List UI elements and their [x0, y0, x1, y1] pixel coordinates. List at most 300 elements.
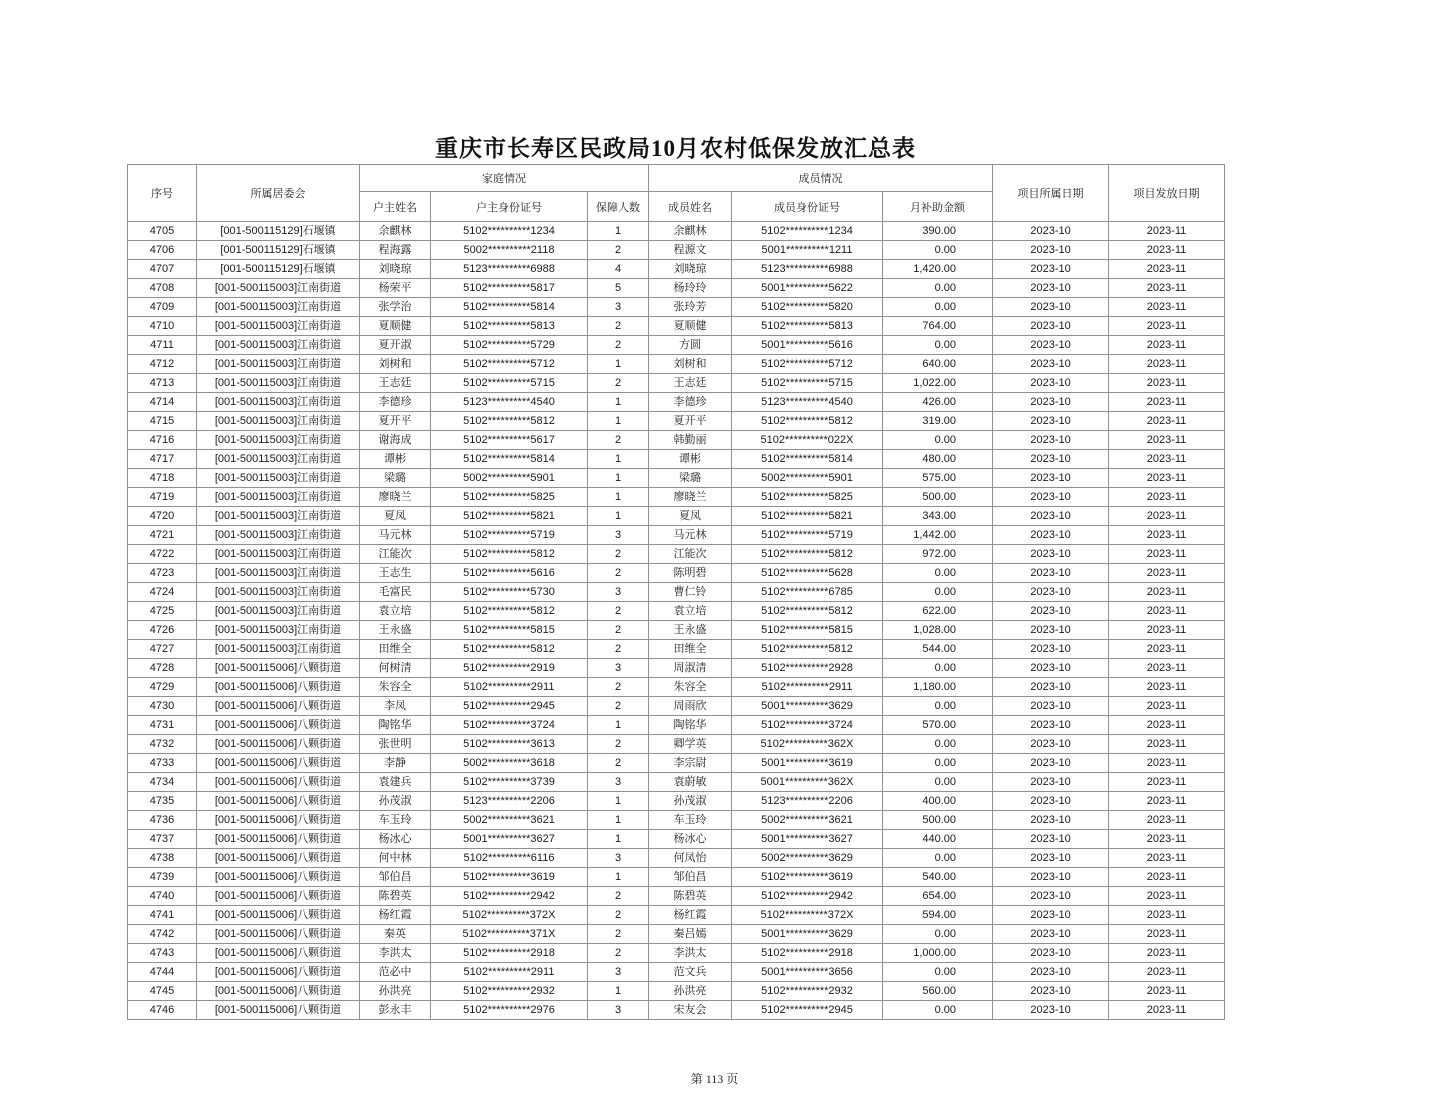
- cell-subsidy-amount: 0.00: [883, 735, 993, 754]
- cell-head-name: 夏顺健: [360, 317, 431, 336]
- table-row: [128, 279, 1225, 298]
- table-row: [128, 830, 1225, 849]
- cell-member-id: 5102**********2918: [732, 944, 883, 963]
- cell-head-id: 5002**********5901: [431, 469, 588, 488]
- cell-head-name: 彭永丰: [360, 1001, 431, 1020]
- cell-period-month: 2023-10: [993, 716, 1109, 735]
- cell-member-name: 李洪太: [649, 944, 732, 963]
- cell-member-name: 朱容全: [649, 678, 732, 697]
- cell-period-month: 2023-10: [993, 393, 1109, 412]
- cell-member-name: 王志廷: [649, 374, 732, 393]
- cell-issue-month: 2023-11: [1109, 754, 1225, 773]
- cell-member-id: 5102**********5820: [732, 298, 883, 317]
- table-row: [128, 583, 1225, 602]
- header-member-name: 成员姓名: [649, 192, 732, 222]
- cell-committee: [001-500115129]石堰镇: [197, 241, 360, 260]
- cell-issue-month: 2023-11: [1109, 925, 1225, 944]
- cell-serial: 4719: [128, 488, 197, 507]
- cell-member-id: 5001**********3629: [732, 697, 883, 716]
- cell-period-month: 2023-10: [993, 963, 1109, 982]
- cell-member-id: 5123**********4540: [732, 393, 883, 412]
- cell-period-month: 2023-10: [993, 849, 1109, 868]
- table-row: [128, 792, 1225, 811]
- cell-member-id: 5102**********5719: [732, 526, 883, 545]
- cell-head-id: 5102**********1234: [431, 222, 588, 241]
- header-committee: 所属居委会: [197, 165, 360, 222]
- header-member-group: 成员情况: [649, 165, 993, 192]
- cell-insured-count: 1: [588, 393, 649, 412]
- cell-committee: [001-500115006]八颗街道: [197, 830, 360, 849]
- cell-insured-count: 2: [588, 944, 649, 963]
- cell-member-name: 周雨欣: [649, 697, 732, 716]
- header-serial: 序号: [128, 165, 197, 222]
- cell-serial: 4746: [128, 1001, 197, 1020]
- table-row: [128, 374, 1225, 393]
- cell-member-id: 5123**********2206: [732, 792, 883, 811]
- cell-head-id: 5123**********6988: [431, 260, 588, 279]
- cell-subsidy-amount: 1,180.00: [883, 678, 993, 697]
- cell-head-name: 秦英: [360, 925, 431, 944]
- cell-head-id: 5102**********5812: [431, 640, 588, 659]
- cell-serial: 4734: [128, 773, 197, 792]
- cell-member-name: 杨红霞: [649, 906, 732, 925]
- cell-issue-month: 2023-11: [1109, 488, 1225, 507]
- table-row: [128, 811, 1225, 830]
- cell-member-name: 夏顺健: [649, 317, 732, 336]
- cell-member-name: 刘树和: [649, 355, 732, 374]
- cell-period-month: 2023-10: [993, 811, 1109, 830]
- cell-period-month: 2023-10: [993, 659, 1109, 678]
- cell-committee: [001-500115003]江南街道: [197, 583, 360, 602]
- cell-issue-month: 2023-11: [1109, 317, 1225, 336]
- cell-issue-month: 2023-11: [1109, 1001, 1225, 1020]
- cell-serial: 4740: [128, 887, 197, 906]
- cell-head-name: 刘树和: [360, 355, 431, 374]
- cell-issue-month: 2023-11: [1109, 222, 1225, 241]
- cell-member-id: 5123**********6988: [732, 260, 883, 279]
- cell-head-name: 孙茂淑: [360, 792, 431, 811]
- cell-subsidy-amount: 1,420.00: [883, 260, 993, 279]
- cell-head-name: 李洪太: [360, 944, 431, 963]
- cell-committee: [001-500115003]江南街道: [197, 279, 360, 298]
- cell-head-id: 5102**********3613: [431, 735, 588, 754]
- cell-head-id: 5123**********4540: [431, 393, 588, 412]
- cell-subsidy-amount: 0.00: [883, 697, 993, 716]
- cell-issue-month: 2023-11: [1109, 868, 1225, 887]
- cell-member-name: 袁立培: [649, 602, 732, 621]
- cell-insured-count: 3: [588, 849, 649, 868]
- cell-issue-month: 2023-11: [1109, 735, 1225, 754]
- table-row: [128, 735, 1225, 754]
- cell-member-id: 5102**********5812: [732, 602, 883, 621]
- cell-serial: 4716: [128, 431, 197, 450]
- cell-insured-count: 1: [588, 450, 649, 469]
- cell-head-id: 5102**********2942: [431, 887, 588, 906]
- cell-issue-month: 2023-11: [1109, 944, 1225, 963]
- header-insured-count: 保障人数: [588, 192, 649, 222]
- cell-subsidy-amount: 1,022.00: [883, 374, 993, 393]
- cell-period-month: 2023-10: [993, 640, 1109, 659]
- cell-subsidy-amount: 0.00: [883, 773, 993, 792]
- cell-head-name: 余麒林: [360, 222, 431, 241]
- cell-issue-month: 2023-11: [1109, 564, 1225, 583]
- table-row: [128, 887, 1225, 906]
- cell-period-month: 2023-10: [993, 355, 1109, 374]
- cell-member-name: 袁蔚敏: [649, 773, 732, 792]
- cell-period-month: 2023-10: [993, 450, 1109, 469]
- cell-member-name: 梁璐: [649, 469, 732, 488]
- cell-subsidy-amount: 500.00: [883, 488, 993, 507]
- cell-head-id: 5001**********3627: [431, 830, 588, 849]
- table-row: [128, 963, 1225, 982]
- cell-committee: [001-500115003]江南街道: [197, 564, 360, 583]
- subsidy-summary-table: [127, 164, 1225, 1020]
- cell-member-name: 陈碧英: [649, 887, 732, 906]
- table-row: [128, 697, 1225, 716]
- cell-committee: [001-500115006]八颗街道: [197, 811, 360, 830]
- cell-issue-month: 2023-11: [1109, 526, 1225, 545]
- cell-subsidy-amount: 1,000.00: [883, 944, 993, 963]
- cell-member-id: 5102**********5812: [732, 412, 883, 431]
- cell-subsidy-amount: 544.00: [883, 640, 993, 659]
- cell-head-name: 李凤: [360, 697, 431, 716]
- cell-head-name: 孙洪亮: [360, 982, 431, 1001]
- cell-head-id: 5002**********2118: [431, 241, 588, 260]
- cell-issue-month: 2023-11: [1109, 982, 1225, 1001]
- cell-issue-month: 2023-11: [1109, 450, 1225, 469]
- cell-issue-month: 2023-11: [1109, 963, 1225, 982]
- cell-insured-count: 2: [588, 545, 649, 564]
- cell-issue-month: 2023-11: [1109, 640, 1225, 659]
- cell-issue-month: 2023-11: [1109, 336, 1225, 355]
- cell-head-name: 袁建兵: [360, 773, 431, 792]
- cell-head-id: 5102**********5812: [431, 545, 588, 564]
- cell-head-name: 何中林: [360, 849, 431, 868]
- header-head-id: 户主身份证号: [431, 192, 588, 222]
- cell-member-id: 5102**********5715: [732, 374, 883, 393]
- cell-insured-count: 2: [588, 887, 649, 906]
- cell-committee: [001-500115006]八颗街道: [197, 773, 360, 792]
- cell-head-id: 5102**********3724: [431, 716, 588, 735]
- cell-head-name: 田维全: [360, 640, 431, 659]
- cell-subsidy-amount: 764.00: [883, 317, 993, 336]
- cell-insured-count: 2: [588, 925, 649, 944]
- cell-issue-month: 2023-11: [1109, 621, 1225, 640]
- cell-head-id: 5102**********5616: [431, 564, 588, 583]
- cell-member-name: 方圆: [649, 336, 732, 355]
- table-row: [128, 716, 1225, 735]
- cell-serial: 4726: [128, 621, 197, 640]
- cell-issue-month: 2023-11: [1109, 355, 1225, 374]
- cell-subsidy-amount: 0.00: [883, 241, 993, 260]
- table-row: [128, 545, 1225, 564]
- table-row: [128, 317, 1225, 336]
- cell-subsidy-amount: 570.00: [883, 716, 993, 735]
- cell-subsidy-amount: 640.00: [883, 355, 993, 374]
- cell-member-id: 5102**********3724: [732, 716, 883, 735]
- cell-subsidy-amount: 540.00: [883, 868, 993, 887]
- table-row: [128, 507, 1225, 526]
- cell-head-name: 程海露: [360, 241, 431, 260]
- cell-member-id: 5102**********5628: [732, 564, 883, 583]
- cell-period-month: 2023-10: [993, 507, 1109, 526]
- cell-subsidy-amount: 622.00: [883, 602, 993, 621]
- cell-subsidy-amount: 0.00: [883, 336, 993, 355]
- table-row: [128, 678, 1225, 697]
- cell-subsidy-amount: 400.00: [883, 792, 993, 811]
- cell-member-id: 5001**********3629: [732, 925, 883, 944]
- table-row: [128, 621, 1225, 640]
- cell-member-name: 车玉玲: [649, 811, 732, 830]
- cell-member-id: 5102**********5812: [732, 640, 883, 659]
- cell-committee: [001-500115003]江南街道: [197, 298, 360, 317]
- cell-head-name: 夏开淑: [360, 336, 431, 355]
- table-body: [128, 222, 1225, 1020]
- table-row: [128, 431, 1225, 450]
- cell-head-id: 5102**********5730: [431, 583, 588, 602]
- cell-head-name: 陈碧英: [360, 887, 431, 906]
- cell-committee: [001-500115006]八颗街道: [197, 982, 360, 1001]
- cell-insured-count: 2: [588, 754, 649, 773]
- cell-head-name: 梁璐: [360, 469, 431, 488]
- cell-period-month: 2023-10: [993, 735, 1109, 754]
- cell-member-name: 余麒林: [649, 222, 732, 241]
- cell-head-id: 5102**********5825: [431, 488, 588, 507]
- table-row: [128, 773, 1225, 792]
- cell-subsidy-amount: 426.00: [883, 393, 993, 412]
- cell-committee: [001-500115006]八颗街道: [197, 868, 360, 887]
- cell-member-id: 5002**********3621: [732, 811, 883, 830]
- cell-member-name: 王永盛: [649, 621, 732, 640]
- cell-head-name: 何树清: [360, 659, 431, 678]
- cell-insured-count: 1: [588, 792, 649, 811]
- cell-period-month: 2023-10: [993, 621, 1109, 640]
- cell-member-id: 5001**********3656: [732, 963, 883, 982]
- cell-serial: 4744: [128, 963, 197, 982]
- cell-issue-month: 2023-11: [1109, 583, 1225, 602]
- header-member-id: 成员身份证号: [732, 192, 883, 222]
- cell-member-id: 5102**********5825: [732, 488, 883, 507]
- cell-committee: [001-500115003]江南街道: [197, 355, 360, 374]
- cell-member-name: 李宗尉: [649, 754, 732, 773]
- cell-head-name: 王志生: [360, 564, 431, 583]
- cell-issue-month: 2023-11: [1109, 887, 1225, 906]
- cell-serial: 4739: [128, 868, 197, 887]
- cell-subsidy-amount: 0.00: [883, 754, 993, 773]
- cell-committee: [001-500115003]江南街道: [197, 393, 360, 412]
- cell-insured-count: 2: [588, 697, 649, 716]
- cell-issue-month: 2023-11: [1109, 298, 1225, 317]
- cell-subsidy-amount: 0.00: [883, 659, 993, 678]
- cell-member-name: 孙茂淑: [649, 792, 732, 811]
- cell-member-id: 5102**********3619: [732, 868, 883, 887]
- cell-head-id: 5102**********5729: [431, 336, 588, 355]
- cell-head-id: 5102**********5814: [431, 450, 588, 469]
- cell-head-id: 5102**********2919: [431, 659, 588, 678]
- cell-member-id: 5102**********022X: [732, 431, 883, 450]
- cell-serial: 4707: [128, 260, 197, 279]
- cell-insured-count: 1: [588, 469, 649, 488]
- cell-issue-month: 2023-11: [1109, 241, 1225, 260]
- cell-head-name: 刘晓琼: [360, 260, 431, 279]
- header-family-group: 家庭情况: [360, 165, 649, 192]
- cell-committee: [001-500115003]江南街道: [197, 431, 360, 450]
- cell-issue-month: 2023-11: [1109, 697, 1225, 716]
- cell-member-name: 韩勤丽: [649, 431, 732, 450]
- cell-head-id: 5102**********2918: [431, 944, 588, 963]
- cell-period-month: 2023-10: [993, 545, 1109, 564]
- cell-serial: 4711: [128, 336, 197, 355]
- cell-member-id: 5102**********5712: [732, 355, 883, 374]
- page-number: 第 113 页: [690, 1072, 739, 1086]
- header-subsidy: 月补助金额: [883, 192, 993, 222]
- cell-member-name: 陶铭华: [649, 716, 732, 735]
- cell-period-month: 2023-10: [993, 583, 1109, 602]
- cell-issue-month: 2023-11: [1109, 906, 1225, 925]
- cell-head-name: 王永盛: [360, 621, 431, 640]
- cell-member-name: 廖晓兰: [649, 488, 732, 507]
- cell-head-id: 5102**********372X: [431, 906, 588, 925]
- cell-member-id: 5102**********362X: [732, 735, 883, 754]
- cell-serial: 4728: [128, 659, 197, 678]
- cell-insured-count: 2: [588, 317, 649, 336]
- cell-committee: [001-500115003]江南街道: [197, 507, 360, 526]
- cell-period-month: 2023-10: [993, 944, 1109, 963]
- cell-serial: 4721: [128, 526, 197, 545]
- cell-insured-count: 2: [588, 621, 649, 640]
- cell-member-id: 5001**********1211: [732, 241, 883, 260]
- cell-period-month: 2023-10: [993, 754, 1109, 773]
- cell-committee: [001-500115003]江南街道: [197, 469, 360, 488]
- cell-insured-count: 1: [588, 507, 649, 526]
- cell-head-id: 5102**********3739: [431, 773, 588, 792]
- cell-committee: [001-500115006]八颗街道: [197, 659, 360, 678]
- cell-subsidy-amount: 319.00: [883, 412, 993, 431]
- cell-serial: 4730: [128, 697, 197, 716]
- cell-issue-month: 2023-11: [1109, 849, 1225, 868]
- table-row: [128, 944, 1225, 963]
- cell-committee: [001-500115006]八颗街道: [197, 963, 360, 982]
- cell-member-name: 曹仁铃: [649, 583, 732, 602]
- cell-insured-count: 1: [588, 868, 649, 887]
- cell-serial: 4717: [128, 450, 197, 469]
- cell-serial: 4742: [128, 925, 197, 944]
- cell-period-month: 2023-10: [993, 564, 1109, 583]
- table-row: [128, 355, 1225, 374]
- cell-head-id: 5102**********2911: [431, 963, 588, 982]
- cell-member-name: 程源文: [649, 241, 732, 260]
- cell-period-month: 2023-10: [993, 374, 1109, 393]
- cell-subsidy-amount: 0.00: [883, 564, 993, 583]
- cell-period-month: 2023-10: [993, 317, 1109, 336]
- cell-issue-month: 2023-11: [1109, 545, 1225, 564]
- cell-head-name: 张世明: [360, 735, 431, 754]
- cell-issue-month: 2023-11: [1109, 393, 1225, 412]
- table-row: [128, 222, 1225, 241]
- cell-head-name: 车玉玲: [360, 811, 431, 830]
- cell-head-name: 马元林: [360, 526, 431, 545]
- cell-head-id: 5102**********6116: [431, 849, 588, 868]
- cell-member-id: 5102**********2945: [732, 1001, 883, 1020]
- cell-head-id: 5102**********5815: [431, 621, 588, 640]
- cell-serial: 4720: [128, 507, 197, 526]
- cell-serial: 4736: [128, 811, 197, 830]
- cell-member-name: 马元林: [649, 526, 732, 545]
- cell-period-month: 2023-10: [993, 241, 1109, 260]
- cell-issue-month: 2023-11: [1109, 469, 1225, 488]
- cell-member-id: 5102**********5813: [732, 317, 883, 336]
- cell-committee: [001-500115003]江南街道: [197, 412, 360, 431]
- cell-member-id: 5102**********2911: [732, 678, 883, 697]
- cell-subsidy-amount: 575.00: [883, 469, 993, 488]
- cell-period-month: 2023-10: [993, 431, 1109, 450]
- cell-member-id: 5102**********372X: [732, 906, 883, 925]
- table-row: [128, 564, 1225, 583]
- cell-head-id: 5102**********5715: [431, 374, 588, 393]
- cell-issue-month: 2023-11: [1109, 830, 1225, 849]
- cell-head-name: 杨红霞: [360, 906, 431, 925]
- cell-member-name: 杨冰心: [649, 830, 732, 849]
- table-row: [128, 1001, 1225, 1020]
- cell-member-id: 5001**********5622: [732, 279, 883, 298]
- cell-period-month: 2023-10: [993, 678, 1109, 697]
- cell-committee: [001-500115003]江南街道: [197, 450, 360, 469]
- cell-serial: 4713: [128, 374, 197, 393]
- cell-subsidy-amount: 0.00: [883, 925, 993, 944]
- cell-member-name: 秦吕嫣: [649, 925, 732, 944]
- cell-serial: 4743: [128, 944, 197, 963]
- cell-serial: 4709: [128, 298, 197, 317]
- cell-head-name: 夏凤: [360, 507, 431, 526]
- cell-head-name: 谢海成: [360, 431, 431, 450]
- cell-member-id: 5001**********3627: [732, 830, 883, 849]
- cell-period-month: 2023-10: [993, 488, 1109, 507]
- cell-subsidy-amount: 972.00: [883, 545, 993, 564]
- cell-member-id: 5102**********2942: [732, 887, 883, 906]
- cell-head-id: 5102**********5712: [431, 355, 588, 374]
- cell-committee: [001-500115003]江南街道: [197, 374, 360, 393]
- cell-member-id: 5002**********5901: [732, 469, 883, 488]
- cell-head-id: 5102**********371X: [431, 925, 588, 944]
- cell-insured-count: 2: [588, 564, 649, 583]
- table-row: [128, 488, 1225, 507]
- cell-subsidy-amount: 0.00: [883, 1001, 993, 1020]
- cell-committee: [001-500115006]八颗街道: [197, 678, 360, 697]
- cell-serial: 4738: [128, 849, 197, 868]
- cell-insured-count: 1: [588, 488, 649, 507]
- cell-period-month: 2023-10: [993, 222, 1109, 241]
- cell-serial: 4718: [128, 469, 197, 488]
- cell-committee: [001-500115006]八颗街道: [197, 716, 360, 735]
- cell-period-month: 2023-10: [993, 260, 1109, 279]
- table-row: [128, 906, 1225, 925]
- cell-subsidy-amount: 500.00: [883, 811, 993, 830]
- cell-committee: [001-500115003]江南街道: [197, 336, 360, 355]
- cell-insured-count: 3: [588, 1001, 649, 1020]
- table-row: [128, 241, 1225, 260]
- cell-period-month: 2023-10: [993, 412, 1109, 431]
- cell-insured-count: 2: [588, 906, 649, 925]
- cell-insured-count: 3: [588, 963, 649, 982]
- cell-committee: [001-500115129]石堰镇: [197, 222, 360, 241]
- cell-member-name: 谭彬: [649, 450, 732, 469]
- cell-member-id: 5001**********362X: [732, 773, 883, 792]
- cell-insured-count: 2: [588, 640, 649, 659]
- page-title: 重庆市长寿区民政局10月农村低保发放汇总表: [435, 136, 916, 161]
- cell-head-name: 廖晓兰: [360, 488, 431, 507]
- cell-insured-count: 2: [588, 678, 649, 697]
- table-row: [128, 925, 1225, 944]
